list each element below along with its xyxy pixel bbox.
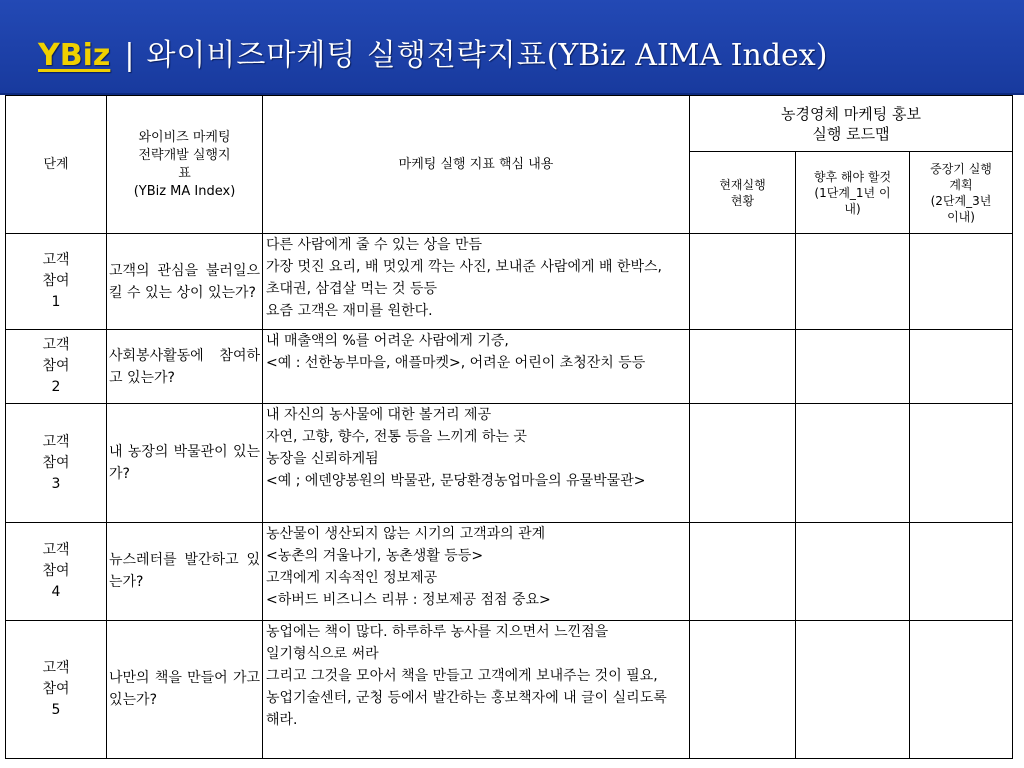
stage-cell (6, 234, 107, 330)
stage-line: 참여 (42, 680, 70, 697)
subheader-midterm-line: (2단계_3년 (930, 193, 992, 208)
slide-title (38, 30, 827, 74)
table-row (6, 234, 1013, 330)
current-status-cell (690, 522, 796, 620)
table-row (6, 330, 1013, 404)
question-cell: 뉴스레터를 발간하고 있는가? (107, 522, 263, 620)
midterm-plan-cell (910, 234, 1013, 330)
stage-line: 참여 (42, 358, 70, 375)
subheader-midterm (910, 152, 1013, 234)
stage-line: 3 (51, 475, 61, 492)
header-index-line: 전략개발 실행지 (138, 147, 231, 163)
header-roadmap (690, 96, 1013, 152)
content-line: <예 ; 에덴양봉원의 박물관, 문당환경농업마을의 유물박물관> (266, 473, 646, 490)
stage-line: 고객 (42, 252, 70, 269)
content-line: <농촌의 겨울나기, 농촌생활 등등> (266, 547, 484, 564)
midterm-plan-cell (910, 620, 1013, 758)
header-content: 마케팅 실행 지표 핵심 내용 (263, 96, 690, 234)
stage-line: 2 (51, 379, 61, 396)
title-main: 와이비즈마케팅 실행전략지표 (146, 38, 547, 73)
header-stage: 단계 (6, 96, 107, 234)
stage-cell (6, 620, 107, 758)
content-cell (263, 330, 690, 404)
stage-line: 고객 (42, 659, 70, 676)
question-cell: 내 농장의 박물관이 있는가? (107, 404, 263, 522)
future-plan-cell (796, 234, 910, 330)
brand-logo-text: YBiz (38, 38, 111, 73)
stage-cell (6, 522, 107, 620)
content-line: 고객에게 지속적인 정보제공 (266, 569, 438, 586)
header-index (107, 96, 263, 234)
title-subtitle: (YBiz AIMA Index) (546, 38, 828, 73)
stage-line: 고객 (42, 433, 70, 450)
header-index-line: 와이비즈 마케팅 (138, 129, 231, 145)
content-line: 자연, 고향, 향수, 전통 등을 느끼게 하는 곳 (266, 429, 527, 446)
stage-line: 참여 (42, 562, 70, 579)
content-cell (263, 404, 690, 522)
future-plan-cell (796, 522, 910, 620)
question-cell: 나만의 책을 만들어 가고 있는가? (107, 620, 263, 758)
content-line: 요즘 고객은 재미를 원한다. (266, 303, 433, 320)
current-status-cell (690, 330, 796, 404)
stage-cell (6, 404, 107, 522)
header-roadmap-line: 농경영체 마케팅 홍보 (781, 104, 921, 123)
midterm-plan-cell (910, 330, 1013, 404)
title-separator: | (124, 38, 135, 73)
future-plan-cell (796, 404, 910, 522)
content-line: 농장을 신뢰하게됨 (266, 451, 379, 468)
subheader-current-line: 현재실행 (719, 177, 766, 192)
content-cell (263, 522, 690, 620)
content-line: 다른 사람에게 줄 수 있는 상을 만듬 (266, 237, 483, 254)
content-line: 농산물이 생산되지 않는 시기의 고객과의 관계 (266, 525, 546, 542)
current-status-cell (690, 234, 796, 330)
stage-line: 고객 (42, 337, 70, 354)
table-row (6, 620, 1013, 758)
stage-line: 5 (51, 701, 61, 718)
subheader-future-line: 내) (844, 201, 861, 216)
content-cell (263, 620, 690, 758)
question-cell: 고객의 관심을 불러일으킬 수 있는 상이 있는가? (107, 234, 263, 330)
content-line: <하버드 비즈니스 리뷰 : 정보제공 점점 중요> (266, 591, 551, 608)
table-row (6, 522, 1013, 620)
stage-line: 참여 (42, 454, 70, 471)
subheader-midterm-line: 이내) (947, 209, 975, 224)
midterm-plan-cell (910, 404, 1013, 522)
content-line: 그리고 그것을 모아서 책을 만들고 고객에게 보내주는 것이 필요, 농업기술센터, 군청 등에서 발간하는 홍보책자에 내 글이 실리도록 해라. (266, 667, 667, 728)
current-status-cell (690, 620, 796, 758)
subheader-future-line: (1단계_1년 이 (814, 185, 891, 200)
question-cell: 사회봉사활동에 참여하고 있는가? (107, 330, 263, 404)
content-cell (263, 234, 690, 330)
stage-line: 4 (51, 583, 61, 600)
stage-line: 참여 (42, 273, 70, 290)
marketing-index-table (5, 95, 1013, 759)
title-banner (0, 0, 1024, 95)
content-line: 내 매출액의 %를 어려운 사람에게 기증, (266, 333, 509, 350)
subheader-future (796, 152, 910, 234)
subheader-midterm-line: 중장기 실행 (930, 161, 992, 176)
stage-line: 1 (51, 294, 61, 311)
header-index-line: 표 (178, 165, 191, 181)
content-line: 가장 멋진 요리, 배 멋있게 깍는 사진, 보내준 사람에게 배 한박스, 초대권, 삼겹살 먹는 것 등등 (266, 259, 662, 298)
subheader-current-line: 현황 (730, 193, 755, 208)
stage-line: 고객 (42, 541, 70, 558)
future-plan-cell (796, 330, 910, 404)
content-line: 내 자신의 농사물에 대한 볼거리 제공 (266, 407, 492, 424)
subheader-current (690, 152, 796, 234)
stage-cell (6, 330, 107, 404)
content-line: <예 : 선한농부마을, 애플마켓>, 어려운 어린이 초청잔치 등등 (266, 355, 646, 372)
header-index-line: (YBiz MA Index) (133, 183, 236, 199)
midterm-plan-cell (910, 522, 1013, 620)
table-header-row (6, 96, 1013, 152)
table-row (6, 404, 1013, 522)
future-plan-cell (796, 620, 910, 758)
content-line: 농업에는 책이 많다. 하루하루 농사를 지으면서 느낀점을 일기형식으로 써라 (266, 623, 609, 662)
subheader-midterm-line: 계획 (949, 177, 973, 192)
header-roadmap-line: 실행 로드맵 (812, 124, 890, 143)
current-status-cell (690, 404, 796, 522)
subheader-future-line: 향후 해야 할것 (813, 169, 892, 184)
